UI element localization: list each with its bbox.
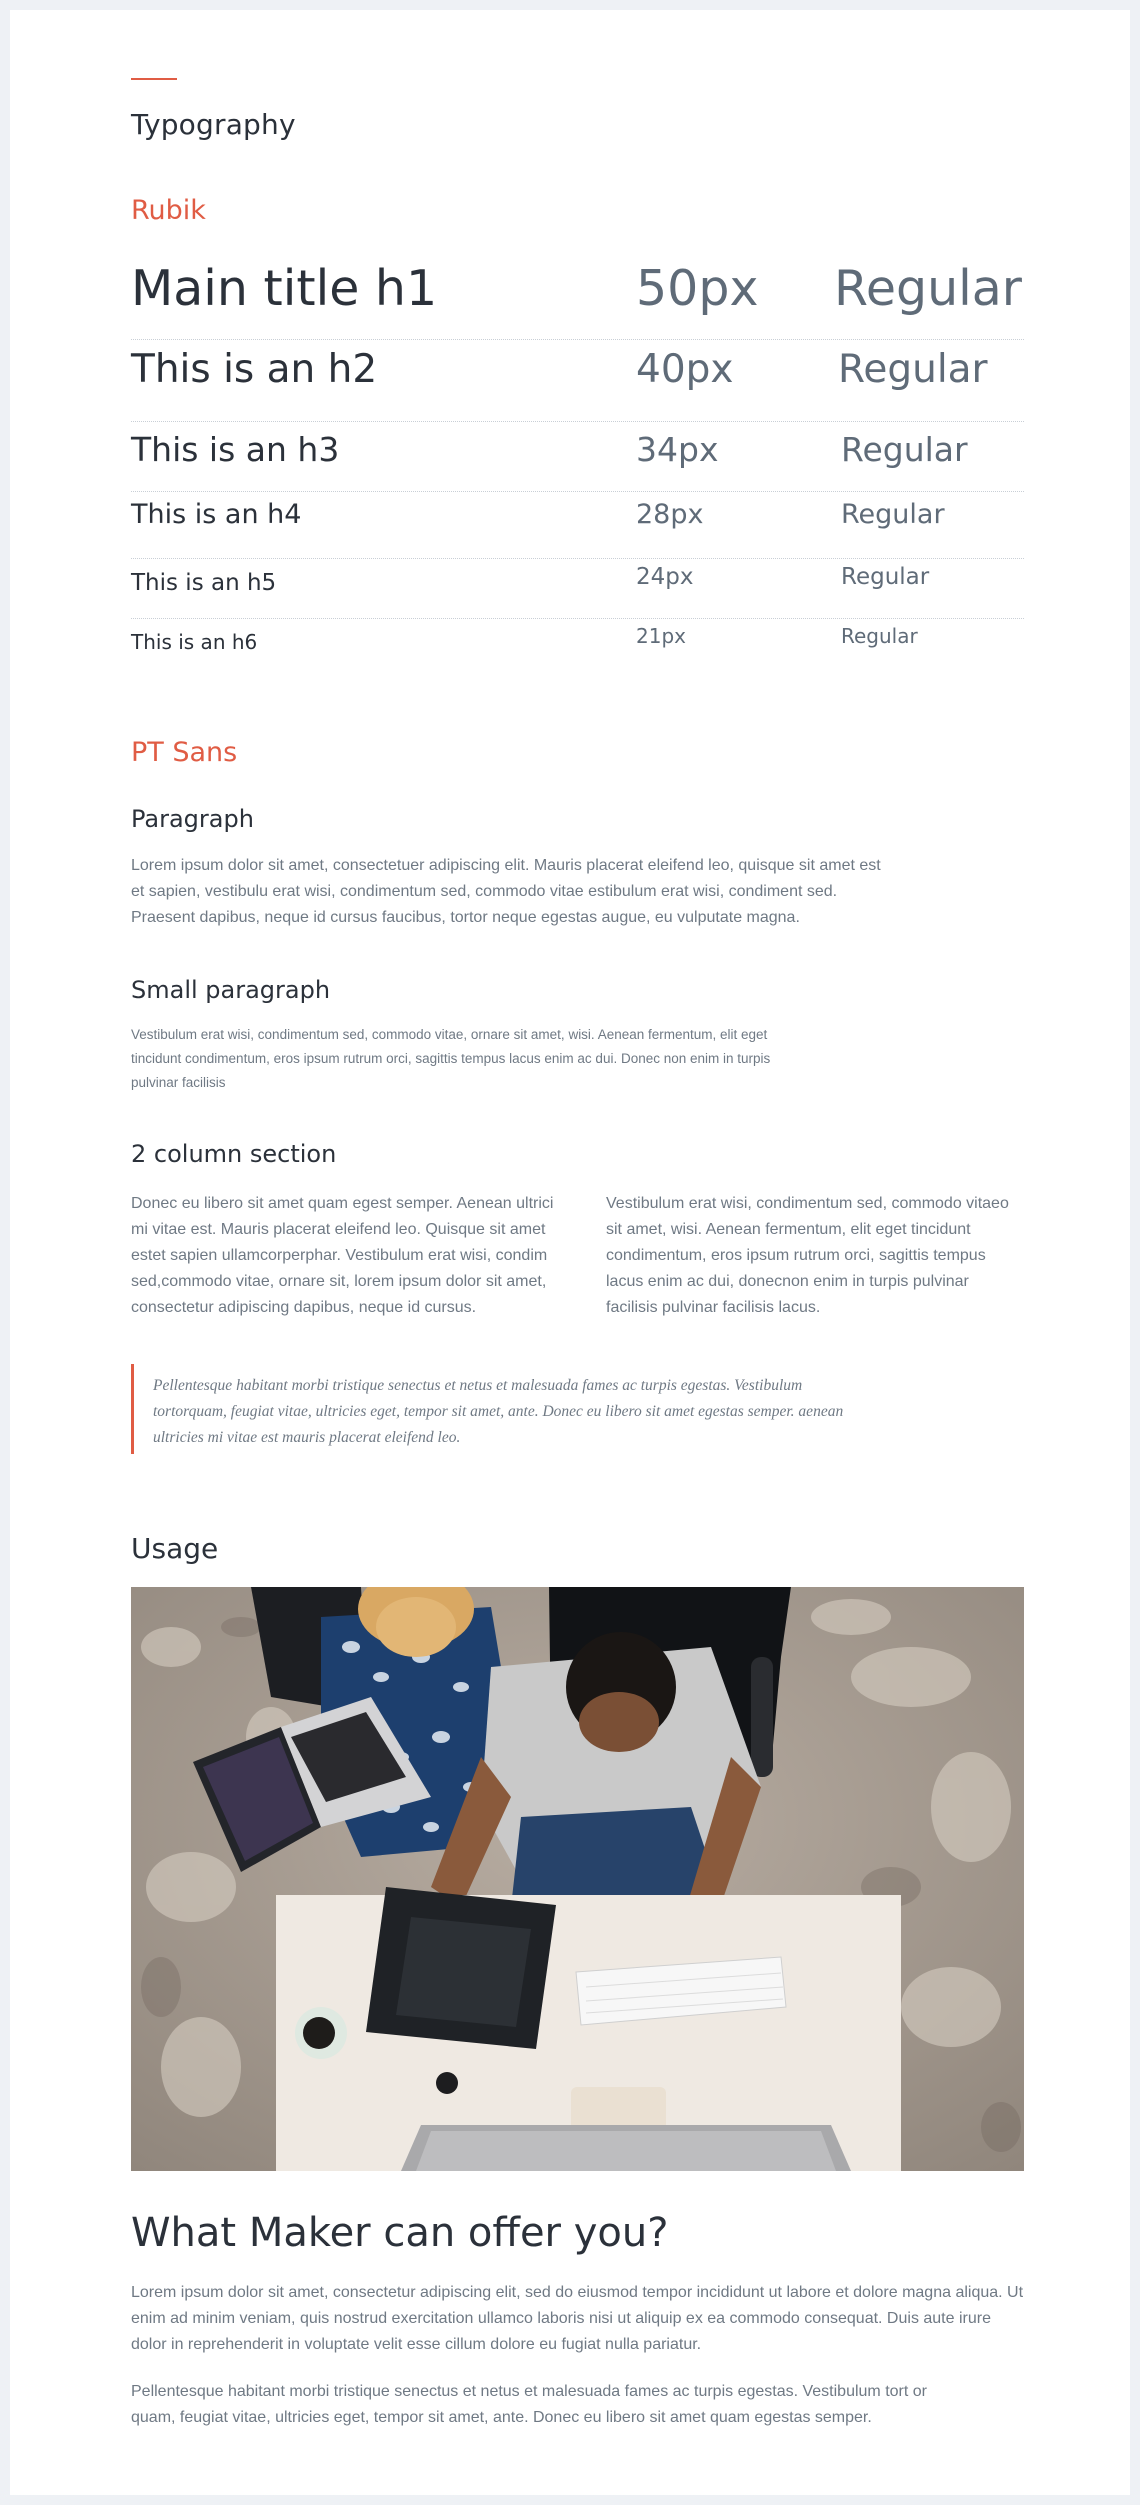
type-size-h1: 50px (636, 260, 759, 317)
type-row-h2 (131, 339, 1024, 422)
type-size-h3: 34px (636, 430, 719, 469)
type-name-h2: This is an h2 (131, 347, 378, 392)
type-weight-h5: Regular (841, 564, 930, 590)
small-paragraph-heading: Small paragraph (131, 976, 331, 1004)
content-card (10, 10, 1130, 2495)
type-row-h3 (131, 421, 1024, 492)
column-right-text: Vestibulum erat wisi, condimentum sed, commodo vitaeo sit amet, wisi. Aenean fermentum, elit eget tincidunt condimentum, eros ipsum rutrum orci, sagittis tempus lacus enim ac dui, donecnon enim in turpis pulvinar facilisis pulvinar facilisis lacus. (606, 1195, 1009, 1316)
section-title: Typography (131, 108, 296, 141)
blockquote (131, 1364, 1027, 1454)
type-name-h5: This is an h5 (131, 570, 277, 596)
offer-heading: What Maker can offer you? (131, 2210, 669, 2256)
offer-paragraph-2: Pellentesque habitant morbi tristique senectus et netus et malesuada fames ac turpis egestas. Vestibulum tort or quam, feugiat vitae, ultricies eget, tempor sit amet, ante. Donec eu libero sit amet quam egestas semper. (131, 2383, 927, 2426)
paragraph-text: Lorem ipsum dolor sit amet, consectetuer adipiscing elit. Mauris placerat eleifend leo, quisque sit amet est et sapien, vestibulu erat wisi, condimentum sed, commodo vitae estibulum erat wisi, condiment sed. Praesent dapibus, neque id cursus faucibus, tortor neque egestas augue, eu vulputate magna. (131, 857, 881, 926)
font-name-rubik: Rubik (131, 195, 206, 226)
offer-paragraph-1: Lorem ipsum dolor sit amet, consectetur adipiscing elit, sed do eiusmod tempor incididunt ut labore et dolore magna aliqua. Ut enim ad minim veniam, quis nostrud exercitation ullamco laboris nisi ut aliquip ex ea commodo consequat. Duis aute irure dolor in reprehenderit in voluptate velit esse cillum dolore eu fugiat nulla pariatur. (131, 2284, 1024, 2353)
type-weight-h6: Regular (841, 624, 918, 648)
type-weight-h4: Regular (841, 499, 945, 530)
paragraph-heading: Paragraph (131, 805, 254, 833)
usage-photo (131, 1587, 1024, 2171)
type-name-h4: This is an h4 (131, 499, 302, 530)
workspace-photo-illustration (131, 1587, 1024, 2171)
type-row-h6 (131, 618, 1024, 668)
type-weight-h2: Regular (838, 347, 988, 392)
section-accent-line (131, 78, 177, 80)
two-column-heading: 2 column section (131, 1140, 337, 1168)
usage-heading: Usage (131, 1532, 219, 1565)
type-weight-h3: Regular (841, 430, 968, 469)
font-name-ptsans: PT Sans (131, 737, 238, 768)
type-row-h1 (131, 250, 1024, 340)
type-size-h5: 24px (636, 564, 694, 590)
blockquote-text: Pellentesque habitant morbi tristique senectus et netus et malesuada fames ac turpis egestas. Vestibulum tortorquam, feugiat vitae, ultricies eget, tempor sit amet, ante. Donec eu libero sit amet egestas semper. aenean ultricies mi vitae est mauris placerat eleifend leo. (153, 1377, 844, 1446)
type-row-h5 (131, 558, 1024, 619)
type-name-h1: Main title h1 (131, 260, 438, 317)
column-left-text: Donec eu libero sit amet quam egest semper. Aenean ultrici mi vitae est. Mauris placerat eleifend leo. Quisque sit amet estet sapien ullamcorperphar. Vestibulum erat wisi, condim sed,commodo vitae, ornare sit, lorem ipsum dolor sit amet, consectetur adipiscing dapibus, neque id cursus. (131, 1195, 554, 1316)
type-weight-h1: Regular (834, 260, 1022, 317)
type-size-h6: 21px (636, 624, 686, 648)
type-row-h4 (131, 491, 1024, 559)
small-paragraph-text: Vestibulum erat wisi, condimentum sed, commodo vitae, ornare sit amet, wisi. Aenean fermentum, elit eget tincidunt condimentum, eros ipsum rutrum orci, sagittis tempus lacus enim ac dui. Donec non enim in turpis pulvinar facilisis (131, 1027, 771, 1090)
type-size-h4: 28px (636, 499, 704, 530)
type-name-h6: This is an h6 (131, 630, 258, 654)
type-size-h2: 40px (636, 347, 734, 392)
type-name-h3: This is an h3 (131, 430, 340, 469)
